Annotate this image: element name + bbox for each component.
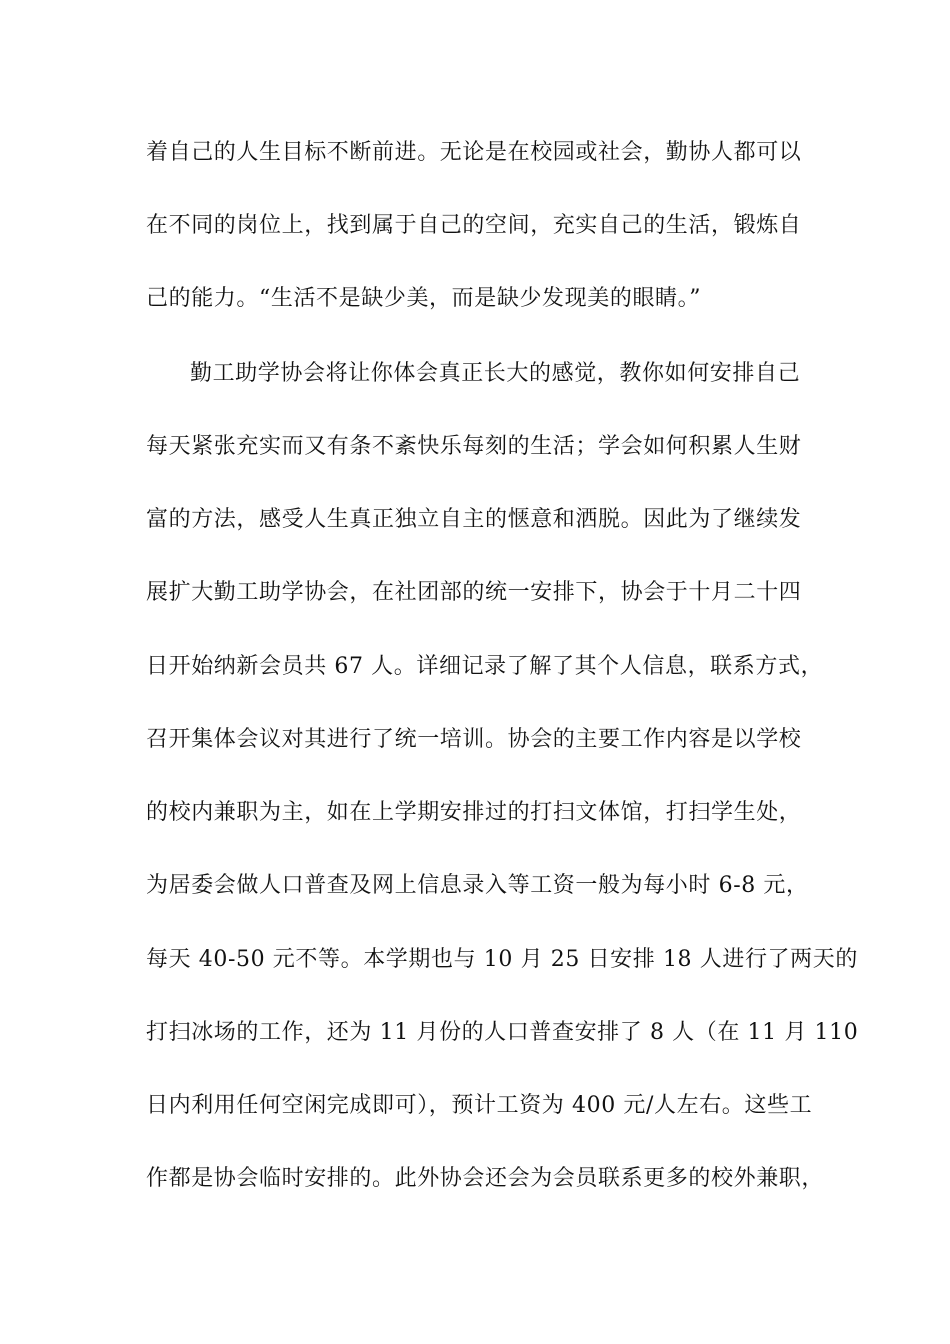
text-line: 召开集体会议对其进行了统一培训。协会的主要工作内容是以学校 bbox=[146, 727, 802, 752]
text-line: 作都是协会临时安排的。此外协会还会为会员联系更多的校外兼职， bbox=[146, 1166, 825, 1191]
text-line: 日开始纳新会员共 67 人。详细记录了解了其个人信息，联系方式， bbox=[146, 654, 824, 679]
text-line: 展扩大勤工助学协会，在社团部的统一安排下，协会于十月二十四 bbox=[146, 580, 802, 605]
text-line: 富的方法，感受人生真正独立自主的惬意和洒脱。因此为了继续发 bbox=[146, 507, 802, 532]
paragraph-first-line: 勤工助学协会将让你体会真正长大的感觉，教你如何安排自己 bbox=[190, 361, 801, 386]
text-line: 的校内兼职为主，如在上学期安排过的打扫文体馆，打扫学生处， bbox=[146, 800, 802, 825]
text-line: 在不同的岗位上，找到属于自己的空间，充实自己的生活，锻炼自 bbox=[146, 213, 802, 238]
text-line: 每天 40-50 元不等。本学期也与 10 月 25 日安排 18 人进行了两天的 bbox=[146, 947, 858, 972]
text-line: 己的能力。“生活不是缺少美，而是缺少发现美的眼睛。” bbox=[146, 286, 702, 311]
text-line: 为居委会做人口普查及网上信息录入等工资一般为每小时 6-8 元， bbox=[146, 873, 809, 898]
text-line: 着自己的人生目标不断前进。无论是在校园或社会，勤协人都可以 bbox=[146, 140, 802, 165]
text-line: 每天紧张充实而又有条不紊快乐每刻的生活；学会如何积累人生财 bbox=[146, 434, 802, 459]
text-line: 日内利用任何空闲完成即可），预计工资为 400 元/人左右。这些工 bbox=[146, 1093, 813, 1118]
text-line: 打扫冰场的工作，还为 11 月份的人口普查安排了 8 人（在 11 月 110 bbox=[146, 1020, 859, 1045]
